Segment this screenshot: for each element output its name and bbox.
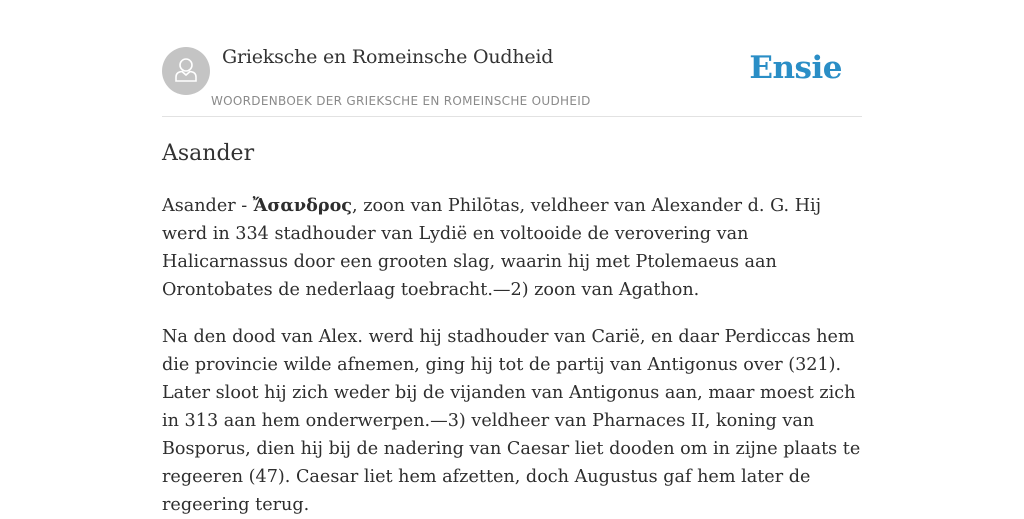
entry-body (162, 192, 862, 519)
entry-paragraph-1 (162, 192, 862, 304)
greek-term: Ἄσανδρος (252, 195, 353, 216)
entry-paragraph-2: Na den dood van Alex. werd hij stadhouder van Carië, en daar Perdiccas hem die provincie wilde afnemen, ging hij tot de partij van Antigonus over (321). Later sloot hij zich weder bij de vijanden van Antigonus aan, maar moest zich in 313 aan hem onderwerpen.—3) veldheer van Pharnaces II, koning van Bosporus, dien hij bij de nadering van Caesar liet dooden om in zijne plaats te regeeren (47). Caesar liet hem afzetten, doch Augustus gaf hem later de regeering terug. (162, 327, 861, 515)
ensie-logo[interactable]: Ensie (749, 50, 842, 86)
header (162, 0, 862, 117)
site-title[interactable]: Grieksche en Romeinsche Oudheid (222, 46, 554, 68)
entry-title: Asander (162, 141, 255, 166)
entry-paragraph-1-text: , zoon van Philōtas, veldheer van Alexander d. G. Hij werd in 334 stadhouder van Lydië en voltooide de verovering van Halicarnassus door een grooten slag, waarin hij met Ptolemaeus aan Orontobates de nederlaag toebracht.—2) zoon van Agathon. (162, 196, 822, 300)
entry-lead: Asander - (162, 196, 253, 216)
page (162, 0, 862, 515)
user-icon[interactable] (162, 47, 210, 95)
site-subtitle: WOORDENBOEK DER GRIEKSCHE EN ROMEINSCHE OUDHEID (211, 94, 591, 108)
